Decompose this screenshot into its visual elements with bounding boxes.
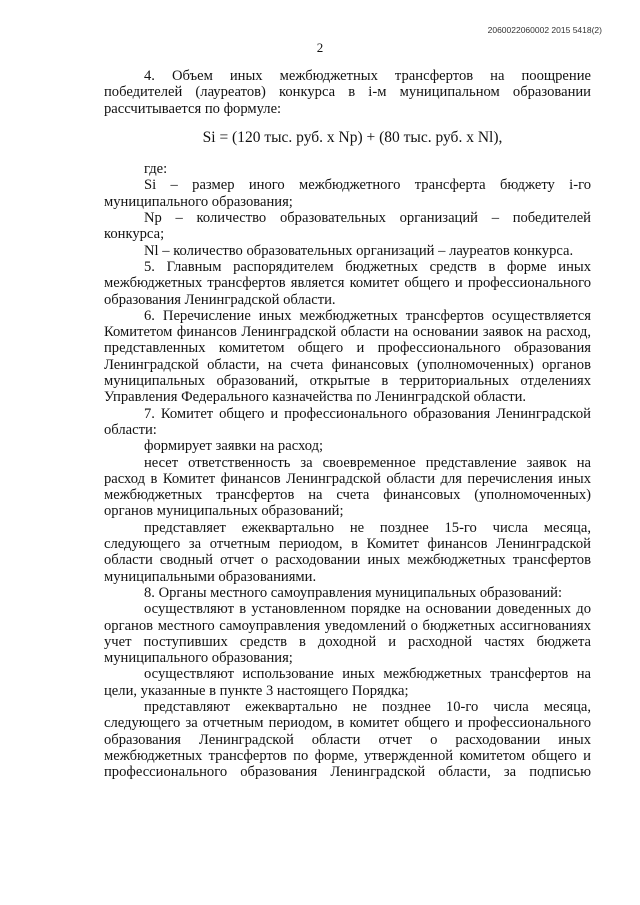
page-number: 2	[316, 40, 324, 55]
paragraph-7-item-a: формирует заявки на расход;	[144, 438, 324, 455]
definition-nl: Nl – количество образовательных организаций – лауреатов конкурса.	[144, 242, 574, 259]
paragraph-8-item-a: осуществляют в установленном порядке на основании доведенных до органов местного самоуправления уведомлений о бюджетных ассигнованиях учет поступивших средств в доходной и расходной частях бюджета муниципального образования;	[104, 601, 591, 667]
document-code: 2060022060002 2015 5418(2)	[487, 25, 602, 35]
paragraph-8-item-c: представляют ежеквартально не позднее 10-го числа месяца, следующего за отчетным периодом, в комитет общего и профессионального образования Ленинградской области отчет о расходовании иных межбюджетных трансфертов по форме, утвержденной комитетом общего и профессионального образования Ленинградской области, за подписью	[104, 698, 591, 781]
paragraph-4: 4. Объем иных межбюджетных трансфертов на поощрение победителей (лауреатов) конкурса в i-м муниципальном образовании рассчитывается по формуле:	[104, 68, 591, 117]
where-label: где:	[144, 161, 168, 178]
definition-si: Si – размер иного межбюджетного трансферта бюджету i-го муниципального образования;	[104, 177, 591, 210]
document-body	[104, 68, 591, 780]
paragraph-6: 6. Перечисление иных межбюджетных трансфертов осуществляется Комитетом финансов Ленинградской области на основании заявок на расход, представленных комитетом общего и профессионального образования Ленинградской области, на счета финансовых (уполномоченных) органов муниципальных образований, открытые в территориальных отделениях Управления Федерального казначейства по Ленинградской области.	[104, 307, 591, 406]
definition-np: Np – количество образовательных организаций – победителей конкурса;	[104, 210, 591, 243]
paragraph-8-item-b: осуществляют использование иных межбюджетных трансфертов на цели, указанные в пункте 3 настоящего Порядка;	[104, 666, 591, 699]
formula: Si = (120 тыс. руб. x Np) + (80 тыс. руб. x Nl),	[202, 128, 503, 146]
paragraph-5: 5. Главным распорядителем бюджетных средств в форме иных межбюджетных трансфертов является комитет общего и профессионального образования Ленинградской области.	[104, 258, 591, 308]
paragraph-7-item-b: несет ответственность за своевременное представление заявок на расход в Комитет финансов Ленинградской области для перечисления иных межбюджетных трансфертов на счета финансовых (уполномоченных) органов муниципальных образований;	[104, 454, 591, 520]
paragraph-8: 8. Органы местного самоуправления муниципальных образований:	[144, 584, 563, 601]
paragraph-7: 7. Комитет общего и профессионального образования Ленинградской области:	[104, 405, 591, 438]
paragraph-7-item-c: представляет ежеквартально не позднее 15-го числа месяца, следующего за отчетным периодом, в Комитет финансов Ленинградской области сводный отчет о расходовании иных межбюджетных трансфертов муниципальными образованиями.	[104, 519, 591, 585]
